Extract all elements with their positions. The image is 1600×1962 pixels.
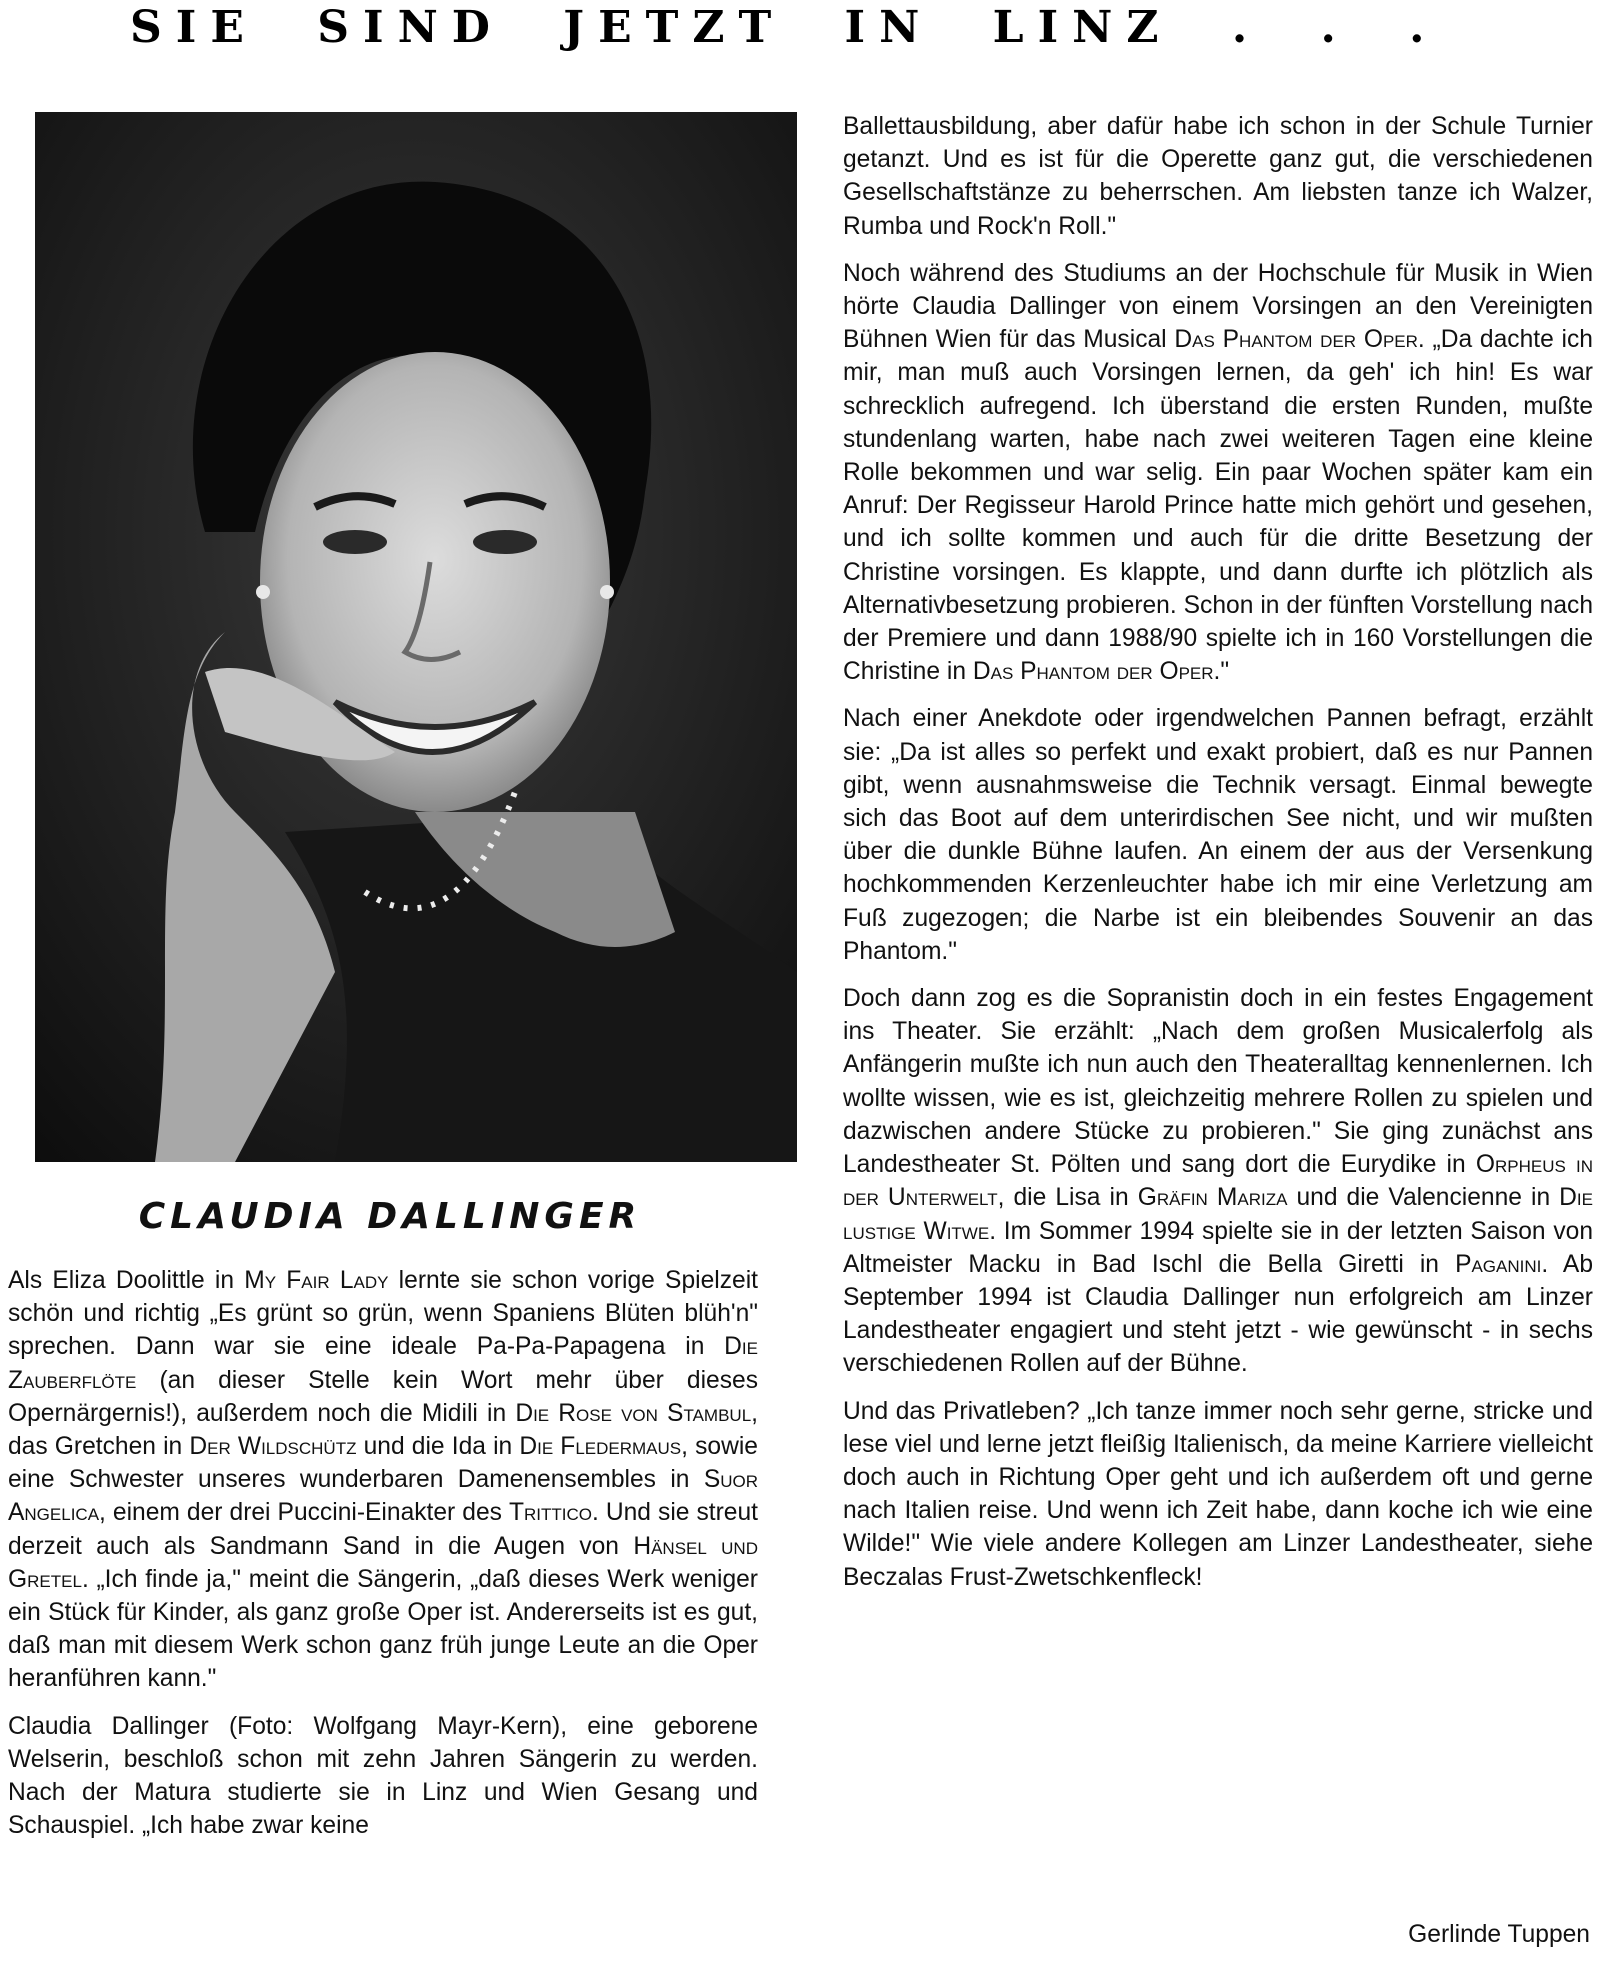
author-byline: Gerlinde Tuppen <box>1408 1921 1590 1948</box>
page-title: SIE SIND JETZT IN LINZ . . . <box>130 2 1439 53</box>
paragraph: Ballettausbildung, aber dafür habe ich schon in der Schule Turnier getanzt. Und es ist für die Operette ganz gut, die verschiedenen Gesellschaftstänze zu beherrschen. Am liebsten tanze ich Walzer, Rumba und Rock'n Roll." <box>843 113 1593 240</box>
portrait-photo <box>35 112 797 1162</box>
article-column-right <box>843 110 1593 1608</box>
paragraph: Claudia Dallinger (Foto: Wolfgang Mayr-Kern), eine geborene Welserin, beschloß schon mit zehn Jahren Sängerin zu werden. Nach der Matura studierte sie in Linz und Wien Gesang und Schauspiel. „Ich habe zwar keine <box>8 1712 758 1840</box>
paragraph: Doch dann zog es die Sopranistin doch in ein festes Engagement ins Theater. Sie erzählt: „Nach dem großen Musicalerfolg als Anfängerin mußte ich nun auch den Theateralltag kennenlernen. Ich wollte wissen, wie es ist, gleichzeitig mehrere Rollen zu spielen und dazwischen andere Stücke zu probieren." Sie ging zunächst ans Landestheater St. Pölten und sang dort die Eurydike in Orpheus in der Unterwelt, die Lisa in Gräfin Mariza und die Valencienne in Die lustige Witwe. Im Sommer 1994 spielte sie in der letzten Saison von Altmeister Macku in Bad Ischl die Bella Giretti in Paganini. Ab September 1994 ist Claudia Dallinger nun erfolgreich am Linzer Landestheater engagiert und steht jetzt - wie gewünscht - in sechs verschiedenen Rollen auf der Bühne. <box>843 985 1593 1378</box>
paragraph: Als Eliza Doolittle in My Fair Lady lernte sie schon vorige Spielzeit schön und richtig „Es grünt so grün, wenn Spaniens Blüten blüh'n" sprechen. Dann war sie eine ideale Pa-Pa-Papagena in Die Zauberflöte (an dieser Stelle kein Wort mehr über dieses Opernärgernis!), außerdem noch die Midili in Die Rose von Stambul, das Gretchen in Der Wildschütz und die Ida in Die Fledermaus, sowie eine Schwester unseres wunderbaren Damenensembles in Suor Angelica, einem der drei Puccini-Einakter des Trittico. Und sie streut derzeit auch als Sandmann Sand in die Augen von Hänsel und Gretel. „Ich finde ja," meint die Sängerin, „daß dieses Werk weniger ein Stück für Kinder, als ganz große Oper ist. Andererseits ist es gut, daß man mit diesem Werk schon ganz früh junge Leute an die Oper heranführen kann." <box>8 1267 758 1693</box>
portrait-icon <box>35 112 797 1162</box>
article-column-left <box>8 1264 758 1856</box>
paragraph: Nach einer Anekdote oder irgendwelchen Pannen befragt, erzählt sie: „Da ist alles so perfekt und exakt probiert, daß es nur Pannen gibt, wenn ausnahmsweise die Technik versagt. Einmal bewegte sich das Boot auf dem unterirdischen See nicht, und wir mußten über die dunkle Bühne laufen. An einem der aus der Versenkung hochkommenden Kerzenleuchter habe ich mir eine Verletzung am Fuß zugezogen; die Narbe ist ein bleibendes Souvenir an das Phantom." <box>843 705 1593 965</box>
caption-name: CLAUDIA DALLINGER <box>138 1196 642 1237</box>
paragraph: Noch während des Studiums an der Hochschule für Musik in Wien hörte Claudia Dallinger von einem Vorsingen an den Vereinigten Bühnen Wien für das Musical Das Phantom der Oper. „Da dachte ich mir, man muß auch Vorsingen lernen, da geh' ich hin! Es war schrecklich aufregend. Ich überstand die ersten Runden, mußte stundenlang warten, habe nach zwei weiteren Tagen eine kleine Rolle bekommen und war selig. Ein paar Wochen später kam ein Anruf: Der Regisseur Harold Prince hatte mich gehört und gesehen, und ich sollte kommen und auch für die dritte Besetzung der Christine vorsingen. Es klappte, und dann durfte ich plötzlich als Alternativbesetzung probieren. Schon in der fünften Vorstellung nach der Premiere und dann 1988/90 spielte ich in 160 Vorstellungen die Christine in Das Phantom der Oper." <box>843 259 1593 686</box>
paragraph: Und das Privatleben? „Ich tanze immer noch sehr gerne, stricke und lese viel und lerne jetzt fleißig Italienisch, da meine Karriere vielleicht doch auch in Richtung Oper geht und ich außerdem oft und gerne nach Italien reise. Und wenn ich Zeit habe, dann koche ich wie eine Wilde!" Wie viele andere Kollegen am Linzer Landestheater, siehe Beczalas Frust-Zwetschkenfleck! <box>843 1397 1593 1591</box>
